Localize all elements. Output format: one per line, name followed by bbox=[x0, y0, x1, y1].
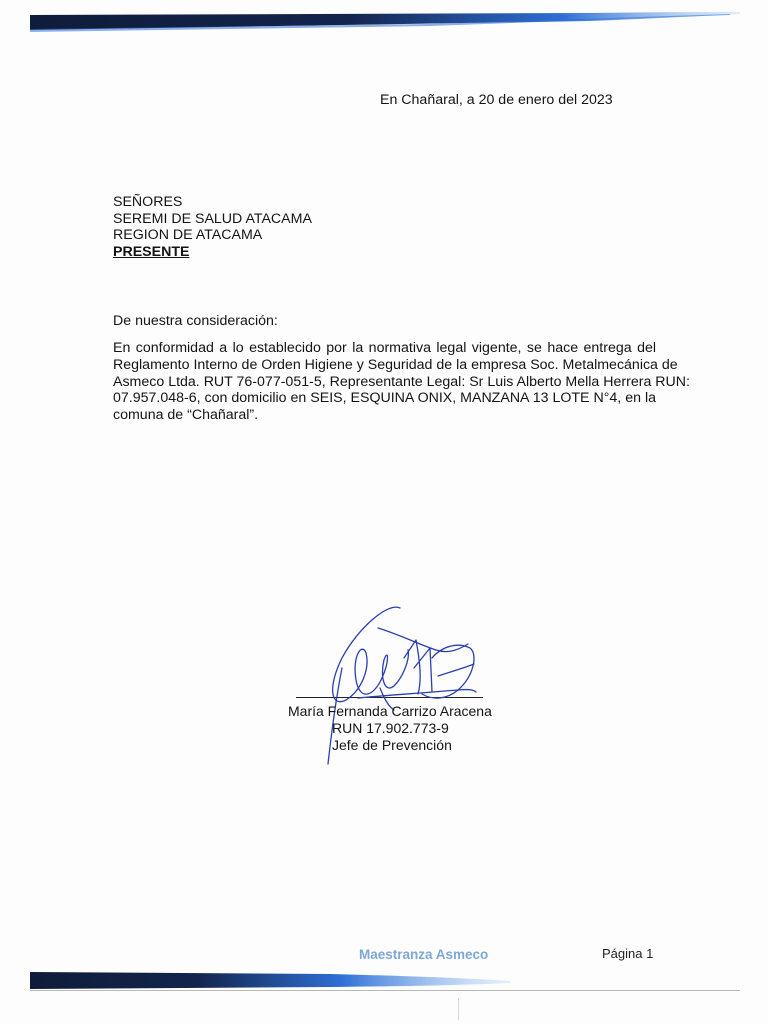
recipient-presente: PRESENTE bbox=[113, 243, 190, 260]
greeting: De nuestra consideración: bbox=[113, 313, 278, 329]
footer-decorative-bar bbox=[30, 968, 740, 992]
body-line: comuna de “Chañaral”. bbox=[113, 407, 259, 424]
body-line: Reglamento Interno de Orden Higiene y Seguridad de la empresa Soc. Metalmecánica de bbox=[113, 356, 678, 373]
footer-page-number: Página 1 bbox=[602, 946, 654, 961]
signatory-role: Jefe de Prevención bbox=[332, 737, 452, 754]
recipient-line: REGION DE ATACAMA bbox=[113, 227, 263, 244]
date-line: En Chañaral, a 20 de enero del 2023 bbox=[380, 92, 613, 108]
body-line: 07.957.048-6, con domicilio en SEIS, ESQUINA ONIX, MANZANA 13 LOTE N°4, en la bbox=[113, 390, 656, 407]
body-line: Asmeco Ltda. RUT 76-077-051-5, Representante Legal: Sr Luis Alberto Mella Herrera RUN: bbox=[113, 373, 690, 390]
letter-body bbox=[113, 340, 690, 424]
recipient-block bbox=[113, 194, 312, 260]
scan-mark bbox=[458, 998, 459, 1020]
footer-company-name: Maestranza Asmeco bbox=[359, 947, 489, 962]
signatory-block bbox=[288, 703, 492, 755]
recipient-line: SEREMI DE SALUD ATACAMA bbox=[113, 210, 312, 227]
body-line: En conformidad a lo establecido por la normativa legal vigente, se hace entrega del bbox=[113, 340, 656, 356]
signatory-name: María Fernanda Carrizo Aracena bbox=[288, 703, 492, 719]
signatory-run: RUN 17.902.773-9 bbox=[332, 720, 449, 737]
header-decorative-bar bbox=[30, 12, 740, 34]
recipient-line: SEÑORES bbox=[113, 194, 183, 210]
